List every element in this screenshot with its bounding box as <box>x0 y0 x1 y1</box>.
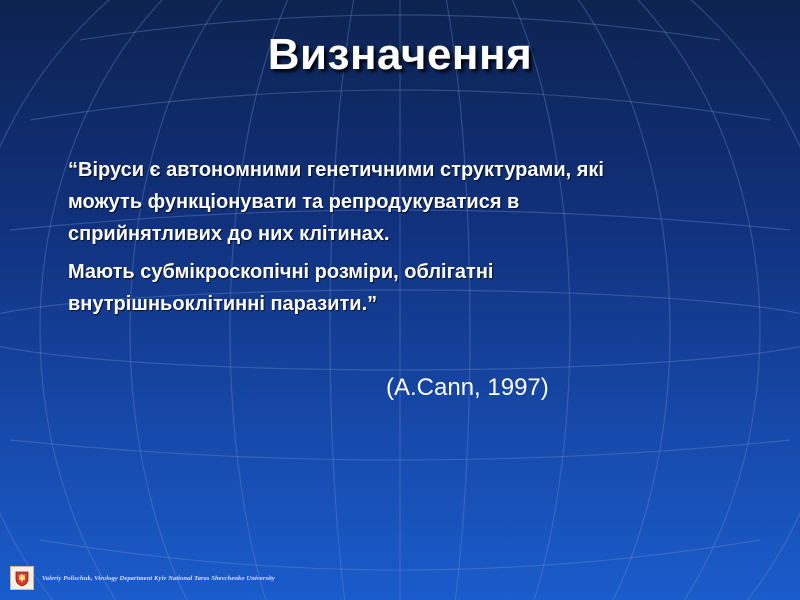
university-crest-icon <box>10 566 34 590</box>
quote-line: “Віруси є автономними генетичними структурами, які <box>68 159 604 181</box>
quote-paragraph-2 <box>68 256 688 320</box>
citation: (A.Cann, 1997) <box>386 374 549 401</box>
quote-line: сприйнятливих до них клітинах. <box>68 223 390 245</box>
quote-paragraph-1 <box>68 154 688 250</box>
quote-line: внутрішньоклітинні паразити.” <box>68 293 378 315</box>
footer-credit: Valeriy Polischuk, Virology Department Kyiv National Taras Shevchenko University <box>42 574 275 582</box>
footer <box>10 566 275 590</box>
definition-quote <box>68 154 688 326</box>
slide-title: Визначення <box>267 30 533 79</box>
quote-line: Мають субмікроскопічні розміри, облігатні <box>68 261 494 283</box>
quote-line: можуть функціонувати та репродукуватися в <box>68 191 520 213</box>
